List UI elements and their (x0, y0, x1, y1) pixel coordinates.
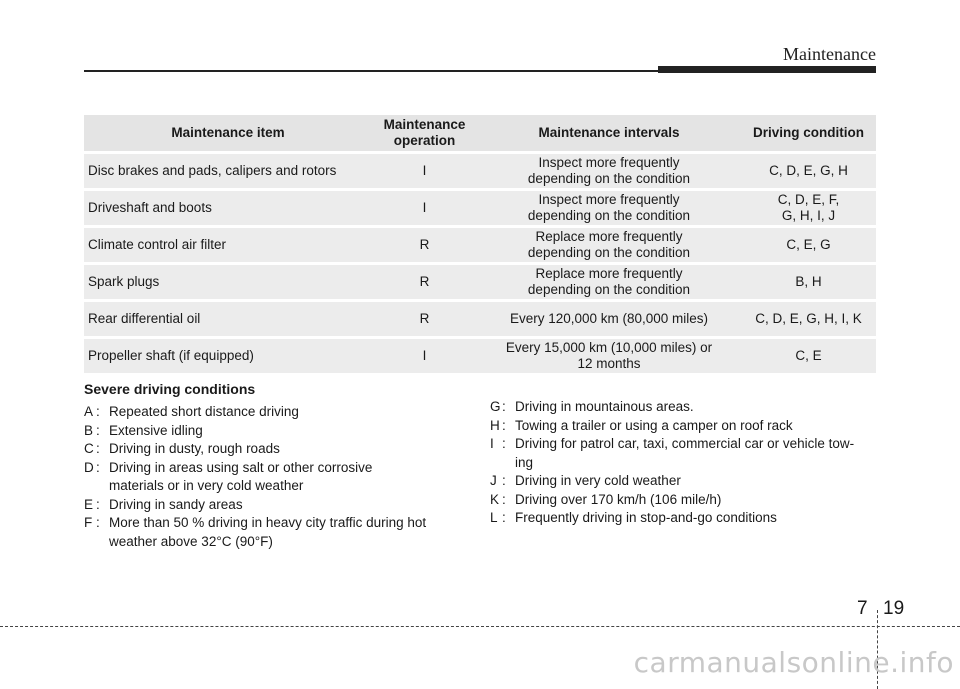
condition-text: More than 50 % driving in heavy city traffic during hot weather above 32°C (90°F) (109, 515, 427, 549)
condition-code: F (84, 515, 93, 530)
column-header-intervals: Maintenance intervals (477, 115, 741, 151)
list-item (84, 403, 464, 422)
cell-operation: R (372, 228, 477, 262)
cell-condition: C, E, G (741, 228, 876, 262)
table-row (84, 302, 876, 336)
list-item (490, 472, 880, 491)
section-title: Maintenance (783, 44, 876, 64)
list-item (84, 514, 464, 551)
condition-text: Driving over 170 km/h (106 mile/h) (515, 491, 722, 507)
code-separator: : (502, 510, 506, 525)
list-item (84, 440, 464, 459)
condition-code: C (84, 441, 94, 456)
cell-operation: I (372, 339, 477, 373)
table-row (84, 154, 876, 188)
table-header-row (84, 115, 876, 151)
cell-operation: I (372, 154, 477, 188)
cell-operation: R (372, 265, 477, 299)
cell-interval: Replace more frequently depending on the condition (477, 228, 741, 262)
cell-item: Propeller shaft (if equipped) (84, 339, 372, 373)
watermark: carmanualsonline.info (633, 646, 954, 679)
cell-item: Climate control air filter (84, 228, 372, 262)
list-item (490, 398, 880, 417)
header-rule-thick (658, 66, 876, 73)
code-separator: : (502, 491, 506, 507)
code-separator: : (96, 496, 100, 512)
condition-code: A (84, 404, 94, 419)
code-separator: : (96, 459, 100, 475)
condition-code: D (84, 459, 94, 475)
condition-text: Frequently driving in stop-and-go conditions (515, 510, 777, 525)
cell-item: Rear differential oil (84, 302, 372, 336)
column-header-item: Maintenance item (84, 115, 372, 151)
condition-text: Driving in sandy areas (109, 496, 243, 512)
cell-interval: Every 15,000 km (10,000 miles) or 12 months (477, 339, 741, 373)
condition-code: K (490, 491, 500, 507)
code-separator: : (96, 515, 100, 530)
condition-code: L (490, 510, 498, 525)
condition-code: G (490, 399, 501, 414)
code-separator: : (502, 436, 506, 451)
cell-operation: R (372, 302, 477, 336)
cell-item: Spark plugs (84, 265, 372, 299)
code-separator: : (96, 422, 100, 438)
cell-interval: Inspect more frequently depending on the condition (477, 191, 741, 225)
code-separator: : (96, 404, 100, 419)
cell-item: Driveshaft and boots (84, 191, 372, 225)
header-rule (84, 70, 660, 72)
condition-text: Extensive idling (109, 422, 203, 438)
condition-code: I (490, 436, 494, 451)
column-header-operation: Maintenance operation (372, 115, 477, 151)
code-separator: : (502, 473, 506, 488)
condition-text: Repeated short distance driving (109, 404, 299, 419)
list-item (490, 491, 880, 510)
list-item (84, 422, 464, 441)
condition-text: Driving in very cold weather (515, 473, 681, 488)
table-row (84, 191, 876, 225)
condition-text: Driving in mountainous areas. (515, 399, 694, 414)
list-item (84, 459, 464, 496)
footer-rule (0, 626, 960, 627)
list-item (490, 509, 880, 528)
table-row (84, 265, 876, 299)
cell-condition: C, E (741, 339, 876, 373)
cell-interval: Every 120,000 km (80,000 miles) (477, 302, 741, 336)
condition-code: H (490, 417, 500, 433)
table-row (84, 339, 876, 373)
cell-interval: Inspect more frequently depending on the condition (477, 154, 741, 188)
cell-condition: C, D, E, G, H, I, K (741, 302, 876, 336)
page-number: 19 (883, 598, 905, 619)
code-separator: : (502, 399, 506, 414)
severe-conditions-list-right (490, 398, 880, 528)
list-item (490, 417, 880, 436)
maintenance-table (84, 112, 876, 376)
severe-conditions-title: Severe driving conditions (84, 381, 256, 397)
column-header-condition: Driving condition (741, 115, 876, 151)
cell-item: Disc brakes and pads, calipers and rotors (84, 154, 372, 188)
list-item (84, 496, 464, 515)
cell-interval: Replace more frequently depending on the condition (477, 265, 741, 299)
condition-code: B (84, 422, 94, 438)
condition-code: E (84, 496, 94, 512)
cell-operation: I (372, 191, 477, 225)
chapter-number: 7 (857, 598, 868, 619)
list-item (490, 435, 880, 472)
code-separator: : (502, 417, 506, 433)
cell-condition: C, D, E, F, G, H, I, J (741, 191, 876, 225)
cell-condition: C, D, E, G, H (741, 154, 876, 188)
cell-condition: B, H (741, 265, 876, 299)
severe-conditions-list-left (84, 403, 464, 551)
code-separator: : (96, 441, 100, 456)
condition-text: Driving for patrol car, taxi, commercial car or vehicle tow- ing (515, 436, 855, 470)
condition-text: Towing a trailer or using a camper on roof rack (515, 417, 793, 433)
condition-code: J (490, 473, 497, 488)
condition-text: Driving in areas using salt or other corrosive materials or in very cold weather (109, 459, 373, 493)
table-row (84, 228, 876, 262)
condition-text: Driving in dusty, rough roads (109, 441, 280, 456)
